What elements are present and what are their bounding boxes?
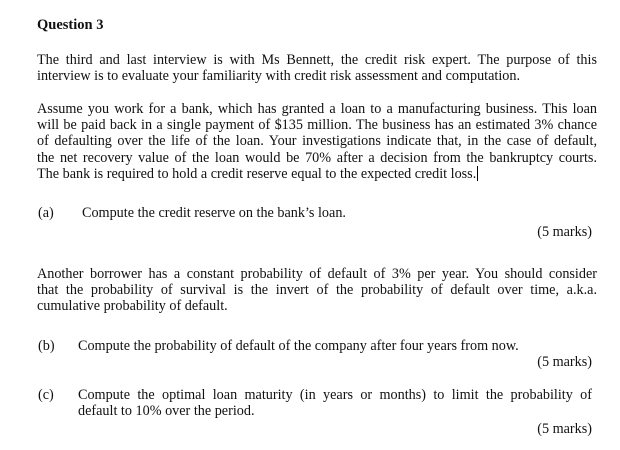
part-a-marks: (5 marks) (537, 224, 592, 240)
part-c-line: Compute the optimal loan maturity (in years or months) to limit the probability of (78, 387, 592, 403)
part-b-label: (b) (38, 338, 55, 354)
part-c-line: default to 10% over the period. (78, 403, 255, 420)
scenario-line: Assume you work for a bank, which has granted a loan to a manufacturing business. This loan (37, 101, 597, 117)
question-title: Question 3 (37, 17, 104, 33)
part-c-marks: (5 marks) (537, 421, 592, 437)
intro-paragraph (37, 52, 597, 84)
scenario-line: The bank is required to hold a credit reserve equal to the expected credit loss. (37, 165, 477, 182)
scenario-last-line[interactable] (37, 166, 597, 182)
scenario-paragraph (37, 101, 597, 182)
scenario-line: will be paid back in a single payment of $135 million. The business has an estimated 3% chance (37, 117, 597, 134)
borrower-paragraph (37, 266, 597, 315)
part-b-marks: (5 marks) (537, 354, 592, 370)
part-a-question: Compute the credit reserve on the bank’s loan. (82, 205, 346, 221)
part-b-question: Compute the probability of default of the company after four years from now. (78, 338, 519, 354)
intro-line: The third and last interview is with Ms Bennett, the credit risk expert. The purpose of this (37, 52, 597, 68)
part-a-label: (a) (38, 205, 54, 221)
part-c-label: (c) (38, 387, 54, 403)
borrower-line: cumulative probability of default. (37, 298, 228, 315)
borrower-line: that the probability of survival is the invert of the probability of default over time, a.k.a. (37, 282, 597, 299)
text-cursor (477, 166, 478, 181)
scenario-line: the net recovery value of the loan would be 70% after a decision from the bankruptcy courts. (37, 149, 597, 166)
borrower-line: Another borrower has a constant probability of default of 3% per year. You should consider (37, 266, 597, 282)
intro-line: interview is to evaluate your familiarity with credit risk assessment and computation. (37, 68, 521, 85)
part-c-question (78, 387, 592, 419)
scenario-line: of defaulting over the life of the loan. Your investigations indicate that, in the case of default, (37, 133, 597, 150)
